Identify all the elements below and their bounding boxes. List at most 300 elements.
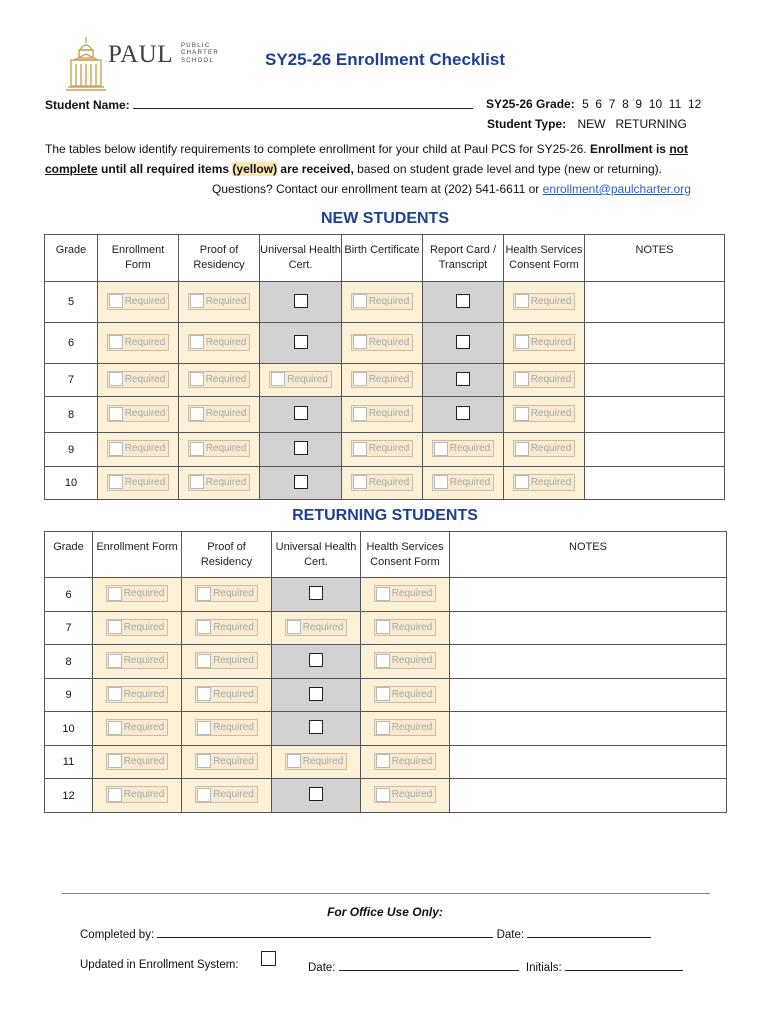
required-cell (93, 679, 182, 712)
column-header: Grade (45, 532, 93, 578)
table-row (45, 645, 727, 679)
office-use-title: For Office Use Only: (327, 905, 443, 919)
required-checkbox[interactable] (188, 371, 251, 388)
required-cell (98, 323, 179, 364)
required-label: Required (368, 443, 410, 455)
grade-cell: 8 (45, 397, 98, 433)
checkbox-square[interactable] (109, 442, 123, 456)
date-initials-line (308, 959, 683, 974)
required-checkbox[interactable] (106, 786, 169, 803)
optional-cell (260, 433, 342, 467)
column-header: Enrollment Form (98, 235, 179, 282)
date-label-2: Date: (308, 962, 336, 974)
required-checkbox[interactable] (513, 293, 576, 310)
checkbox-square[interactable] (515, 475, 529, 489)
required-cell (361, 612, 450, 645)
optional-cell (260, 323, 342, 364)
returning-students-heading: RETURNING STUDENTS (292, 507, 478, 524)
student-name-label: Student Name: (45, 98, 130, 112)
notes-cell[interactable] (450, 712, 727, 746)
required-cell (98, 433, 179, 467)
required-cell (342, 282, 423, 323)
date-field-2[interactable] (339, 959, 519, 971)
required-label: Required (205, 476, 247, 488)
table-row (45, 712, 727, 746)
required-label: Required (213, 755, 254, 767)
completed-by-label: Completed by: (80, 929, 155, 941)
required-checkbox[interactable] (513, 334, 576, 351)
required-label: Required (391, 621, 433, 633)
checkbox-square[interactable] (108, 721, 122, 735)
required-checkbox[interactable] (351, 293, 414, 310)
required-label: Required (530, 408, 572, 420)
checkbox-square[interactable] (108, 754, 122, 768)
required-checkbox[interactable] (188, 293, 251, 310)
required-checkbox[interactable] (195, 619, 258, 636)
required-checkbox[interactable] (351, 440, 414, 457)
checkbox-square[interactable] (108, 587, 122, 601)
table-row (45, 779, 727, 813)
checkbox[interactable] (456, 406, 470, 420)
required-label: Required (391, 789, 433, 801)
required-cell (182, 679, 272, 712)
optional-cell (260, 467, 342, 500)
required-label: Required (124, 336, 166, 348)
optional-cell (423, 397, 504, 433)
checkbox-square[interactable] (376, 620, 390, 634)
required-label: Required (391, 688, 433, 700)
checkbox-square[interactable] (353, 294, 367, 308)
required-label: Required (213, 722, 254, 734)
required-cell (93, 712, 182, 746)
required-cell (93, 578, 182, 612)
grade-label: SY25-26 Grade: (486, 97, 575, 111)
grade-cell: 9 (45, 679, 93, 712)
checkbox-square[interactable] (353, 335, 367, 349)
required-checkbox[interactable] (188, 440, 251, 457)
required-checkbox[interactable] (374, 652, 437, 669)
checkbox-square[interactable] (353, 442, 367, 456)
required-cell (98, 397, 179, 433)
required-cell (504, 323, 585, 364)
required-checkbox[interactable] (374, 585, 437, 602)
required-label: Required (368, 295, 410, 307)
intro-line-2: complete until all required items (yellow) are received, based on student grade level and type (new or returning). (45, 162, 663, 176)
required-label: Required (123, 755, 165, 767)
required-cell (182, 612, 272, 645)
checkbox-square[interactable] (376, 654, 390, 668)
required-label: Required (368, 476, 410, 488)
required-cell (179, 433, 260, 467)
required-checkbox[interactable] (432, 474, 495, 491)
checkbox[interactable] (309, 586, 323, 600)
required-checkbox[interactable] (107, 334, 170, 351)
grade-cell: 11 (45, 746, 93, 779)
required-label: Required (449, 476, 491, 488)
date-field[interactable] (527, 926, 651, 938)
required-cell (342, 364, 423, 397)
checkbox-square[interactable] (108, 687, 122, 701)
required-cell (179, 397, 260, 433)
notes-cell[interactable] (585, 433, 725, 467)
initials-label: Initials: (525, 962, 562, 974)
completed-by-field[interactable] (157, 926, 493, 938)
required-label: Required (368, 336, 410, 348)
checkbox-square[interactable] (376, 587, 390, 601)
table-row (45, 612, 727, 645)
checkbox-square[interactable] (190, 294, 204, 308)
checkbox-square[interactable] (376, 754, 390, 768)
required-cell (182, 746, 272, 779)
required-checkbox[interactable] (107, 440, 170, 457)
checkbox-square[interactable] (109, 294, 123, 308)
required-checkbox[interactable] (285, 753, 348, 770)
required-cell (423, 433, 504, 467)
checkbox[interactable] (456, 372, 470, 386)
notes-cell[interactable] (450, 679, 727, 712)
required-cell (179, 364, 260, 397)
optional-cell (423, 323, 504, 364)
required-label: Required (302, 755, 344, 767)
checkbox[interactable] (294, 335, 308, 349)
required-label: Required (530, 336, 572, 348)
required-cell (504, 467, 585, 500)
checkbox[interactable] (309, 687, 323, 701)
required-checkbox[interactable] (351, 371, 414, 388)
required-cell (179, 323, 260, 364)
required-cell (423, 467, 504, 500)
checkbox[interactable] (456, 294, 470, 308)
required-checkbox[interactable] (285, 619, 348, 636)
checkbox-square[interactable] (190, 475, 204, 489)
required-checkbox[interactable] (107, 371, 170, 388)
required-cell (361, 679, 450, 712)
required-checkbox[interactable] (374, 786, 437, 803)
optional-cell (260, 282, 342, 323)
column-header: Proof of Residency (179, 235, 260, 282)
required-label: Required (123, 789, 165, 801)
grade-cell: 7 (45, 612, 93, 645)
required-label: Required (302, 621, 344, 633)
table-row (45, 679, 727, 712)
checkbox[interactable] (309, 787, 323, 801)
column-header: Report Card / Transcript (423, 235, 504, 282)
student-name-field[interactable] (133, 97, 473, 109)
required-checkbox[interactable] (513, 371, 576, 388)
notes-cell[interactable] (585, 397, 725, 433)
notes-cell[interactable] (450, 645, 727, 679)
checkbox-square[interactable] (197, 620, 211, 634)
required-cell (182, 712, 272, 746)
checkbox-square[interactable] (515, 335, 529, 349)
notes-cell[interactable] (450, 578, 727, 612)
office-divider (62, 893, 710, 894)
required-label: Required (205, 295, 247, 307)
checkbox-square[interactable] (376, 788, 390, 802)
type-line (487, 117, 687, 131)
required-label: Required (123, 621, 165, 633)
checkbox-square[interactable] (109, 335, 123, 349)
required-checkbox[interactable] (374, 686, 437, 703)
email-link[interactable]: enrollment@paulcharter.org (542, 182, 691, 196)
checkbox-square[interactable] (271, 372, 285, 386)
notes-cell[interactable] (450, 779, 727, 813)
required-cell (98, 364, 179, 397)
checkbox-square[interactable] (515, 407, 529, 421)
required-checkbox[interactable] (374, 753, 437, 770)
required-cell (182, 645, 272, 679)
checkbox-square[interactable] (376, 687, 390, 701)
required-label: Required (213, 655, 254, 667)
column-header: Proof of Residency (182, 532, 272, 578)
required-label: Required (530, 373, 572, 385)
required-checkbox[interactable] (351, 334, 414, 351)
required-label: Required (124, 373, 166, 385)
required-cell (93, 645, 182, 679)
checkbox-square[interactable] (109, 407, 123, 421)
required-checkbox[interactable] (513, 405, 576, 422)
column-header: Health Services Consent Form (361, 532, 450, 578)
required-cell (93, 746, 182, 779)
checkbox-square[interactable] (108, 654, 122, 668)
required-label: Required (449, 443, 491, 455)
required-cell (260, 364, 342, 397)
required-checkbox[interactable] (106, 619, 169, 636)
notes-cell[interactable] (450, 746, 727, 779)
checkbox-square[interactable] (197, 587, 211, 601)
required-checkbox[interactable] (188, 334, 251, 351)
required-checkbox[interactable] (351, 405, 414, 422)
notes-cell[interactable] (585, 467, 725, 500)
required-cell (361, 645, 450, 679)
student-name-line (45, 97, 473, 112)
required-label: Required (205, 443, 247, 455)
column-header: NOTES (450, 532, 727, 578)
required-label: Required (124, 443, 166, 455)
required-checkbox[interactable] (106, 719, 169, 736)
notes-cell[interactable] (450, 612, 727, 645)
required-label: Required (368, 408, 410, 420)
required-label: Required (123, 688, 165, 700)
checkbox[interactable] (294, 441, 308, 455)
column-header: Birth Certificate (342, 235, 423, 282)
required-cell (179, 282, 260, 323)
checkbox-square[interactable] (197, 721, 211, 735)
required-label: Required (213, 588, 254, 600)
required-label: Required (530, 295, 572, 307)
required-cell (504, 397, 585, 433)
required-checkbox[interactable] (195, 719, 258, 736)
required-cell (342, 323, 423, 364)
required-cell (182, 578, 272, 612)
required-label: Required (123, 722, 165, 734)
required-label: Required (368, 373, 410, 385)
table-row (45, 578, 727, 612)
required-checkbox[interactable] (107, 405, 170, 422)
required-checkbox[interactable] (513, 440, 576, 457)
checkbox-square[interactable] (108, 620, 122, 634)
logo-subtitle: PUBLIC CHARTER SCHOOL (181, 43, 219, 64)
grade-cell: 6 (45, 578, 93, 612)
checkbox-square[interactable] (190, 372, 204, 386)
required-cell (93, 779, 182, 813)
required-label: Required (391, 588, 433, 600)
required-checkbox[interactable] (195, 753, 258, 770)
checkbox-square[interactable] (197, 654, 211, 668)
required-cell (272, 746, 361, 779)
optional-cell (423, 364, 504, 397)
column-header: Health Services Consent Form (504, 235, 585, 282)
required-checkbox[interactable] (195, 786, 258, 803)
column-header: NOTES (585, 235, 725, 282)
required-label: Required (530, 476, 572, 488)
required-checkbox[interactable] (107, 293, 170, 310)
table-row (45, 323, 725, 364)
checkbox-square[interactable] (287, 754, 301, 768)
grade-cell: 6 (45, 323, 98, 364)
required-label: Required (123, 588, 165, 600)
required-label: Required (124, 408, 166, 420)
table-row (45, 746, 727, 779)
checkbox-square[interactable] (287, 620, 301, 634)
updated-label: Updated in Enrollment System: (80, 959, 239, 971)
grade-cell: 5 (45, 282, 98, 323)
date-label: Date: (496, 929, 525, 941)
required-checkbox[interactable] (106, 753, 169, 770)
grade-cell: 8 (45, 645, 93, 679)
required-cell (361, 578, 450, 612)
required-checkbox[interactable] (351, 474, 414, 491)
notes-cell[interactable] (585, 282, 725, 323)
checkbox-square[interactable] (197, 788, 211, 802)
checkbox-square[interactable] (197, 687, 211, 701)
optional-cell (260, 397, 342, 433)
required-cell (98, 282, 179, 323)
required-checkbox[interactable] (195, 686, 258, 703)
page-title: SY25-26 Enrollment Checklist (265, 50, 505, 69)
column-header: Universal Health Cert. (272, 532, 361, 578)
optional-cell (272, 779, 361, 813)
type-options[interactable]: NEW RETURNING (577, 117, 687, 131)
checkbox-square[interactable] (190, 407, 204, 421)
required-label: Required (530, 443, 572, 455)
required-checkbox[interactable] (106, 652, 169, 669)
required-label: Required (124, 295, 166, 307)
completed-by-line (80, 926, 651, 941)
required-checkbox[interactable] (106, 585, 169, 602)
required-label: Required (213, 789, 254, 801)
required-cell (98, 467, 179, 500)
notes-cell[interactable] (585, 364, 725, 397)
grade-cell: 10 (45, 467, 98, 500)
table-row (45, 467, 725, 500)
grade-options[interactable]: 5 6 7 8 9 10 11 12 (582, 97, 702, 111)
updated-checkbox[interactable] (261, 951, 276, 966)
checkbox-square[interactable] (353, 475, 367, 489)
checkbox-square[interactable] (434, 442, 448, 456)
grade-cell: 10 (45, 712, 93, 746)
required-cell (504, 433, 585, 467)
checkbox-square[interactable] (109, 475, 123, 489)
checkbox-square[interactable] (515, 294, 529, 308)
required-checkbox[interactable] (188, 405, 251, 422)
table-row (45, 433, 725, 467)
checkbox[interactable] (309, 720, 323, 734)
logo-wordmark: PAUL (108, 41, 173, 68)
checkbox[interactable] (294, 294, 308, 308)
required-label: Required (123, 655, 165, 667)
grade-cell: 12 (45, 779, 93, 813)
checkbox[interactable] (456, 335, 470, 349)
required-label: Required (124, 476, 166, 488)
checkbox-square[interactable] (353, 407, 367, 421)
checkbox-square[interactable] (376, 721, 390, 735)
required-cell (361, 712, 450, 746)
required-label: Required (391, 655, 433, 667)
required-checkbox[interactable] (195, 585, 258, 602)
required-cell (342, 433, 423, 467)
checkbox[interactable] (294, 475, 308, 489)
required-checkbox[interactable] (106, 686, 169, 703)
required-cell (272, 612, 361, 645)
checkbox[interactable] (309, 653, 323, 667)
required-label: Required (213, 688, 254, 700)
checkbox-square[interactable] (197, 754, 211, 768)
optional-cell (272, 578, 361, 612)
notes-cell[interactable] (585, 323, 725, 364)
column-header: Grade (45, 235, 98, 282)
checkbox-square[interactable] (190, 442, 204, 456)
new-students-heading: NEW STUDENTS (321, 210, 449, 227)
checkbox-square[interactable] (109, 372, 123, 386)
required-cell (182, 779, 272, 813)
required-label: Required (391, 722, 433, 734)
required-cell (361, 746, 450, 779)
optional-cell (272, 679, 361, 712)
checkbox-square[interactable] (515, 372, 529, 386)
required-cell (504, 364, 585, 397)
required-checkbox[interactable] (513, 474, 576, 491)
required-checkbox[interactable] (374, 619, 437, 636)
checkbox-square[interactable] (515, 442, 529, 456)
checkbox-square[interactable] (353, 372, 367, 386)
initials-field[interactable] (565, 959, 683, 971)
required-checkbox[interactable] (195, 652, 258, 669)
required-label: Required (205, 408, 247, 420)
checkbox-square[interactable] (108, 788, 122, 802)
table-row (45, 364, 725, 397)
required-label: Required (391, 755, 433, 767)
checkbox-square[interactable] (190, 335, 204, 349)
required-checkbox[interactable] (188, 474, 251, 491)
required-checkbox[interactable] (269, 371, 332, 388)
required-label: Required (205, 336, 247, 348)
intro-line-1: The tables below identify requirements to complete enrollment for your child at Paul PCS for SY25-26. Enrollment is not (45, 142, 688, 156)
required-label: Required (287, 373, 328, 385)
required-cell (342, 467, 423, 500)
required-checkbox[interactable] (107, 474, 170, 491)
updated-line (80, 959, 239, 971)
required-checkbox[interactable] (374, 719, 437, 736)
required-cell (342, 397, 423, 433)
checkbox-square[interactable] (434, 475, 448, 489)
table-row (45, 397, 725, 433)
required-label: Required (205, 373, 247, 385)
column-header: Enrollment Form (93, 532, 182, 578)
optional-cell (423, 282, 504, 323)
checkbox[interactable] (294, 406, 308, 420)
required-checkbox[interactable] (432, 440, 495, 457)
